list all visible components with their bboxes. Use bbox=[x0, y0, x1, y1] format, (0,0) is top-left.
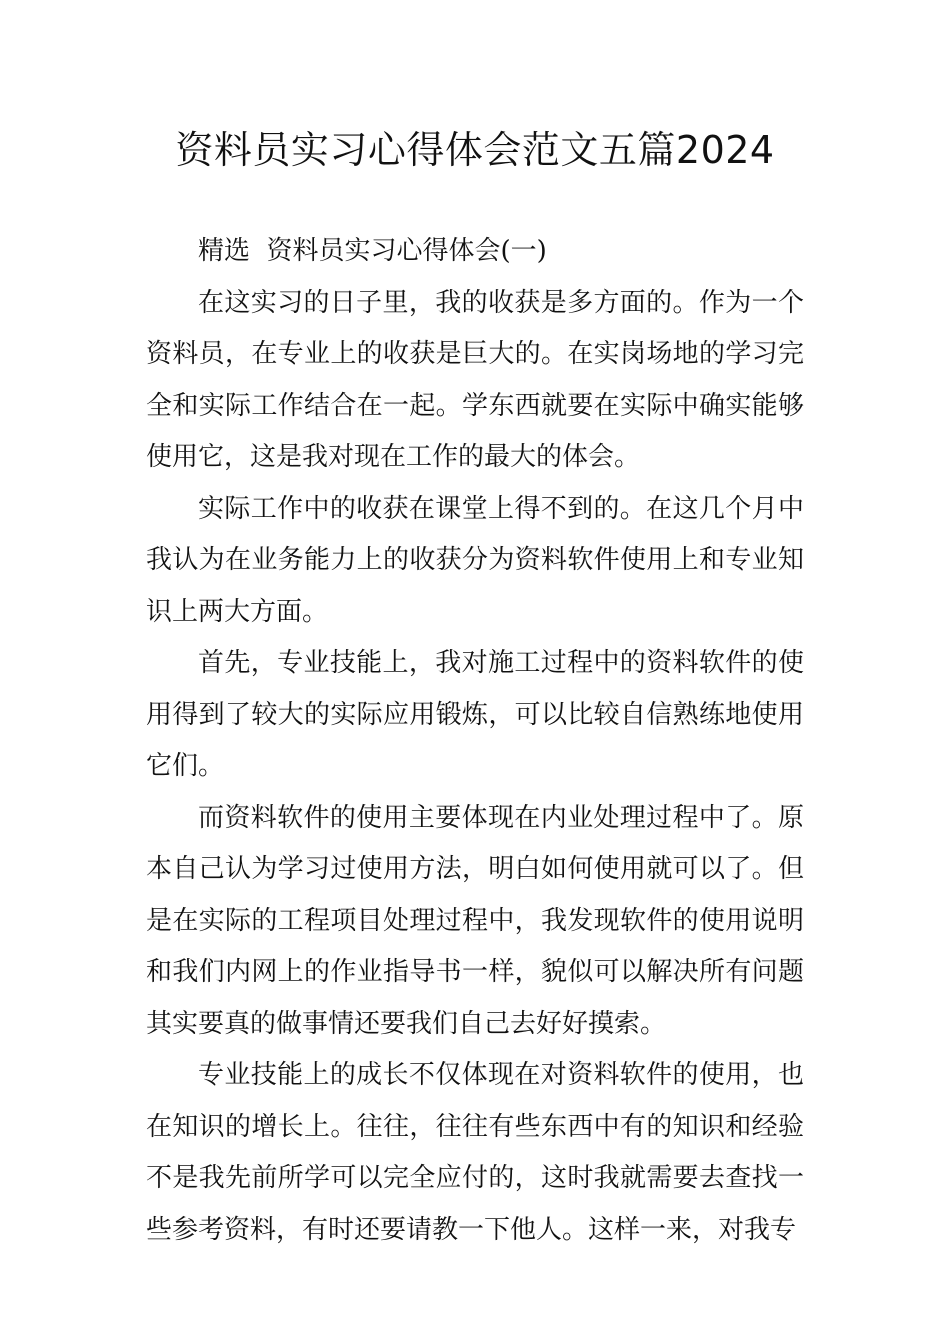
paragraph-1: 在这实习的日子里，我的收获是多方面的。作为一个资料员，在专业上的收获是巨大的。在实岗场地的学习完全和实际工作结合在一起。学东西就要在实际中确实能够使用它，这是我对现在工作的最大的体会。 bbox=[146, 287, 804, 472]
paragraph-2: 实际工作中的收获在课堂上得不到的。在这几个月中我认为在业务能力上的收获分为资料软件使用上和专业知识上两大方面。 bbox=[146, 493, 804, 627]
paragraph-5: 专业技能上的成长不仅体现在对资料软件的使用，也在知识的增长上。往往，往往有些东西中有的知识和经验不是我先前所学可以完全应付的，这时我就需要去查找一些参考资料，有时还要请教一下他人。这样一来，对我专 bbox=[146, 1060, 804, 1245]
document-title: 资料员实习心得体会范文五篇2024 bbox=[175, 128, 775, 172]
paragraph-3: 首先，专业技能上，我对施工过程中的资料软件的使用得到了较大的实际应用锻炼，可以比较自信熟练地使用它们。 bbox=[146, 648, 804, 781]
paragraph-4: 而资料软件的使用主要体现在内业处理过程中了。原本自己认为学习过使用方法，明白如何使用就可以了。但是在实际的工程项目处理过程中，我发现软件的使用说明和我们内网上的作业指导书一样，貌似可以解决所有问题其实要真的做事情还要我们自己去好好摸索。 bbox=[146, 802, 804, 1039]
section-heading: 精选 资料员实习心得体会(一) bbox=[198, 236, 547, 266]
document-body bbox=[146, 226, 804, 1256]
